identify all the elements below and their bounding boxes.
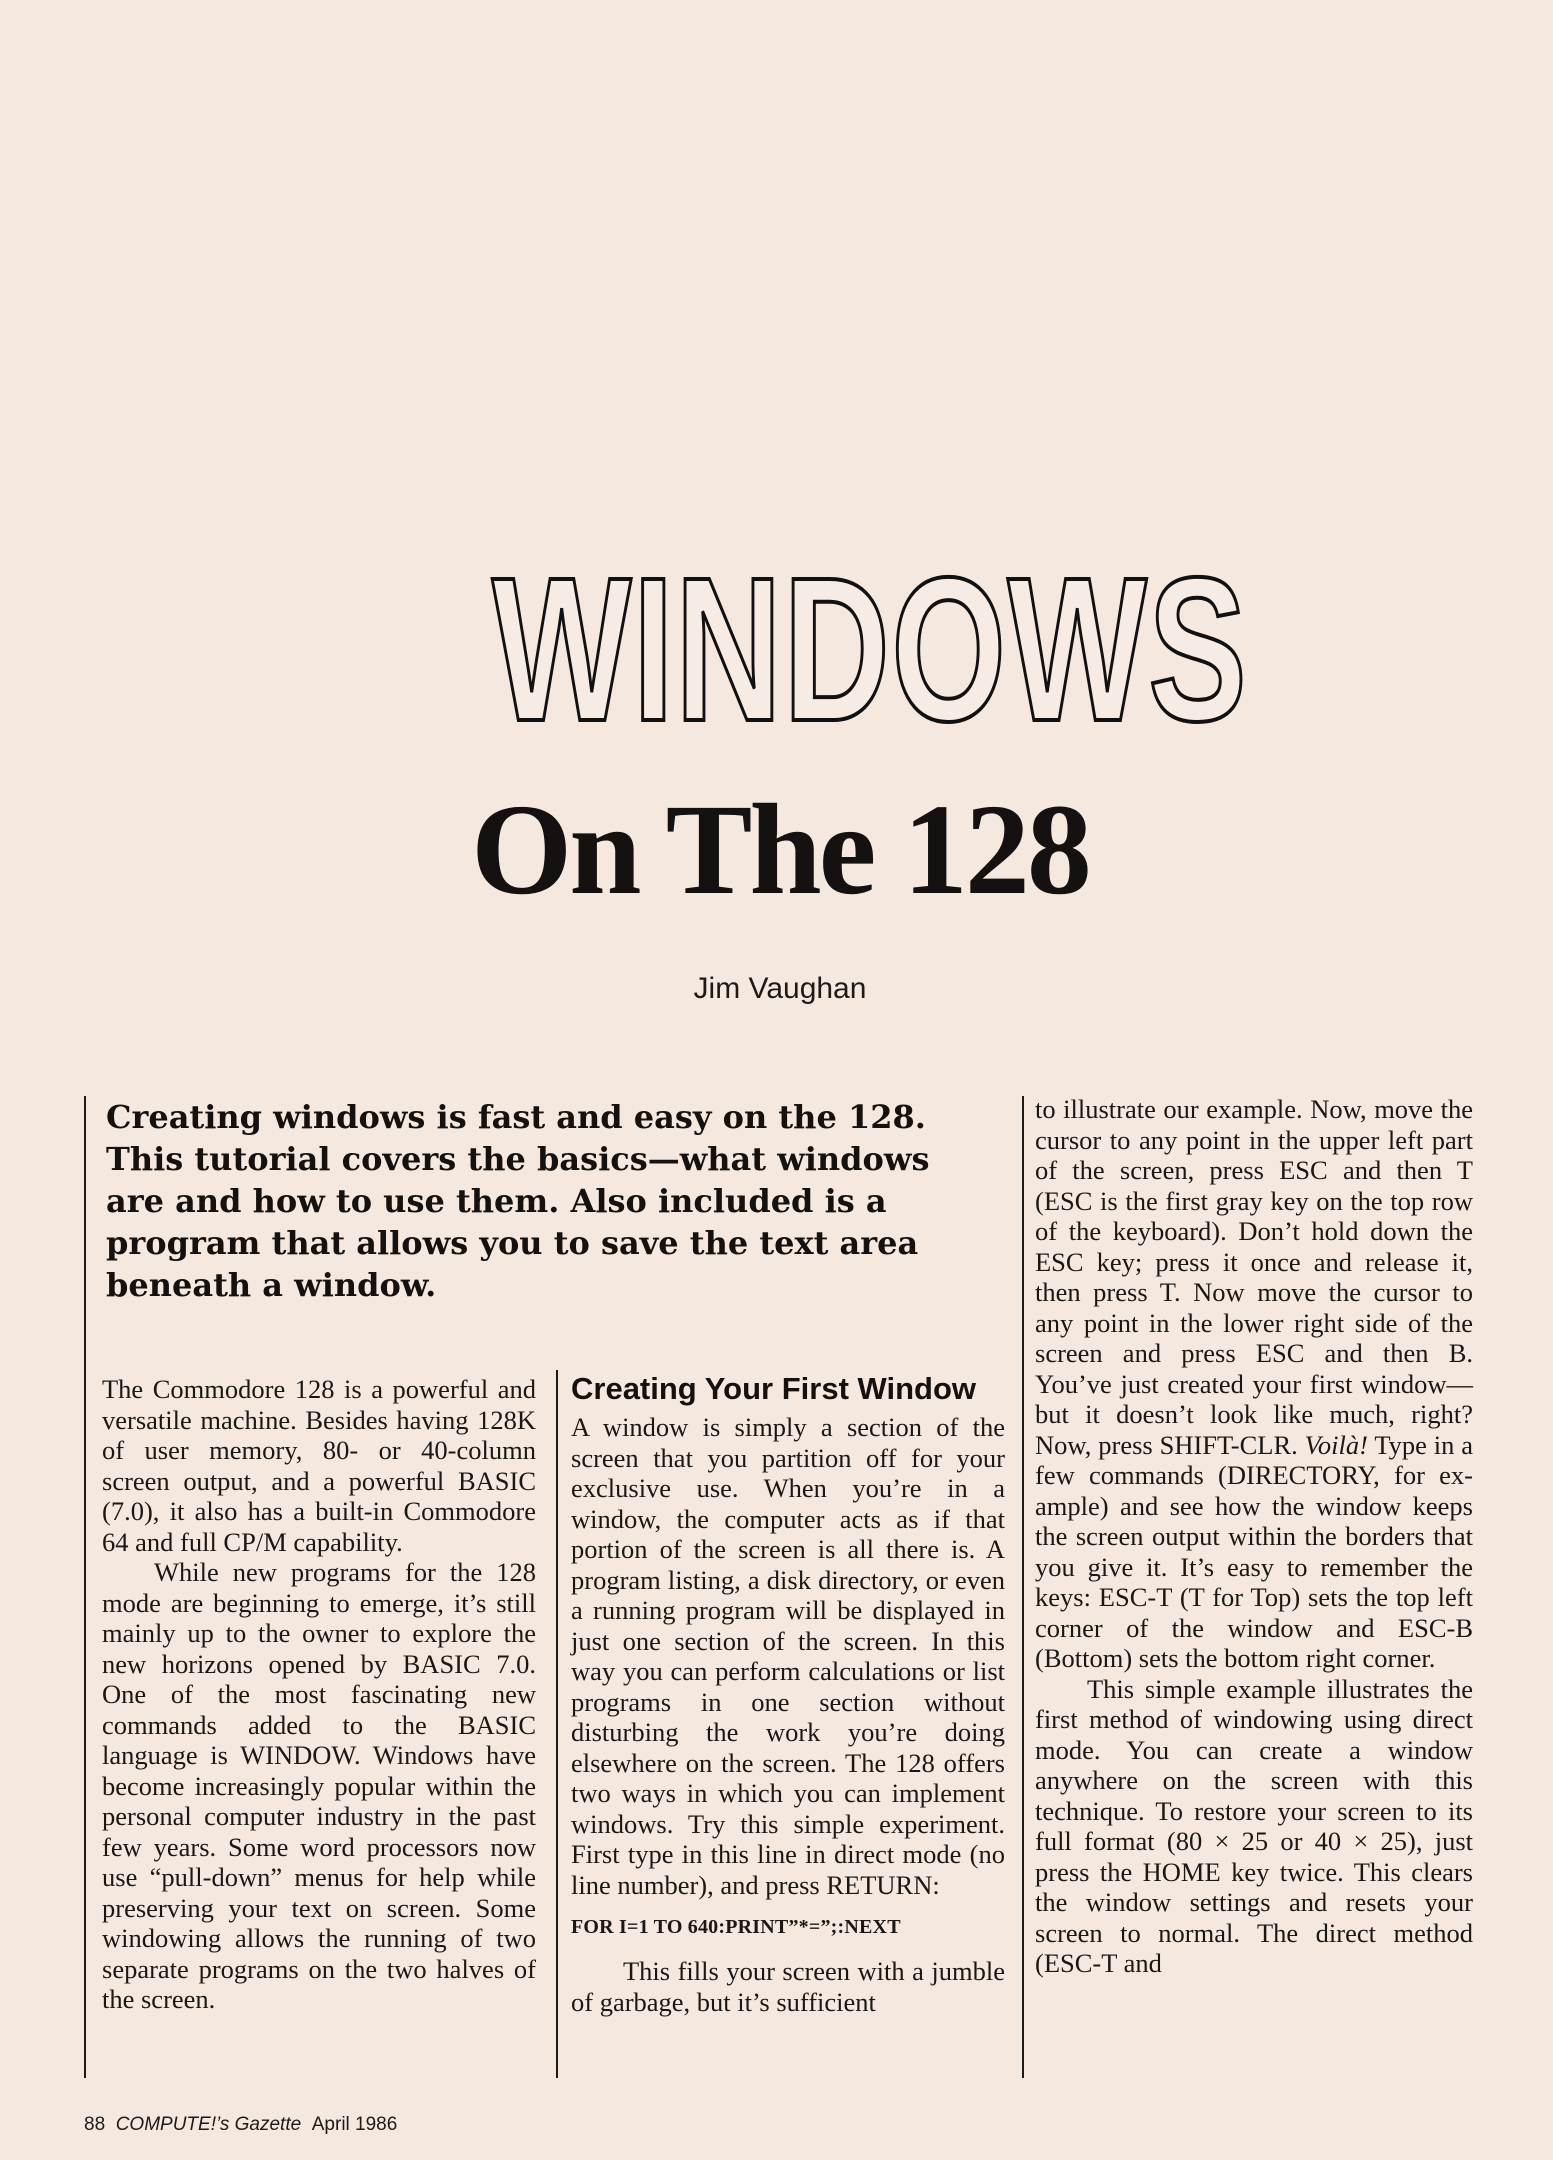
paragraph: The Commodore 128 is a powerful and versatile machine. Besides having 128K of user memory, 80- or 40-column screen output, and a powerful BASIC (7.0), it also has a built-in Commodore 64 and full CP/M capability. xyxy=(102,1374,536,1557)
magazine-name: COMPUTE!’s Gazette xyxy=(115,2114,302,2135)
column-2 xyxy=(571,1370,1005,2017)
article-title: WINDOWS xyxy=(492,535,1249,764)
left-column-rule xyxy=(84,1096,86,2078)
paragraph: A window is simply a section of the screen that you partition off for your exclusive use. When you’re in a window, the computer acts as if that portion of the screen is all there is. A program listing, a disk directory, or even a running program will be displayed in just one section of the screen. In this way you can perform calculations or list programs in one section without disturbing the work you’re doing elsewhere on the screen. The 128 offers two ways in which you can implement windows. Try this simple experiment. First type in this line in direct mode (no line number), and press RETURN: xyxy=(571,1412,1005,1900)
right-column-rule xyxy=(1022,1096,1024,2078)
paragraph: This fills your screen with a jumble of garbage, but it’s sufficient xyxy=(571,1956,1005,2017)
page-footer xyxy=(84,2114,397,2136)
middle-column-rule xyxy=(556,1370,558,2078)
section-heading: Creating Your First Window xyxy=(571,1371,977,1406)
article-subtitle: On The 128 xyxy=(471,778,1089,922)
page-number: 88 xyxy=(84,2114,106,2135)
code-listing: FOR I=1 TO 640:PRINT”*=”;:NEXT xyxy=(571,1916,901,1938)
bleed-through-text xyxy=(300,230,1260,430)
paragraph-text: Type in a few commands (DIRECTORY, for example) and see how the window keeps the screen output within the borders that you give it. It’s easy to remember the keys: ESC-T (T for Top) sets the top left corner of the window and ESC-B (Bottom) sets the bottom right corner. xyxy=(1035,1429,1473,1673)
issue-date: April 1986 xyxy=(311,2114,398,2135)
column-3 xyxy=(1035,1094,1473,1979)
emphasis-text: Voilà! xyxy=(1304,1429,1368,1460)
paragraph-text: to illustrate our example. Now, move the cursor to any point in the upper left part of the screen, press ESC and then T (ESC is the first gray key on the top row of the keyboard). Don’t hold down the ESC key; press it once and release it, then press T. Now move the cursor to any point in the lower right side of the screen and press ESC and then B. You’ve just created your first window—but it doesn’t look like much, right? Now, press SHIFT-CLR. xyxy=(1035,1094,1473,1460)
author-byline: Jim Vaughan xyxy=(693,972,867,1005)
paragraph: While new programs for the 128 mode are beginning to emerge, it’s still mainly up to the owner to explore the new horizons opened by BASIC 7.0. One of the most fascinating new commands added to the BASIC language is WINDOW. Windows have become increasingly popular within the personal computer industry in the past few years. Some word processors now use “pull-down” menus for help while preserving your text on screen. Some windowing allows the running of two separate programs on the two halves of the screen. xyxy=(102,1557,536,2014)
paragraph: This simple example illustrates the first method of windowing using direct mode. You can create a window anywhere on the screen with this technique. To restore your screen to its full format (80 × 25 or 40 × 25), just press the HOME key twice. This clears the window settings and resets your screen to normal. The direct method (ESC-T and xyxy=(1035,1673,1473,1978)
paragraph xyxy=(1035,1094,1473,1674)
column-1 xyxy=(102,1374,536,2015)
article-deck: Creating windows is fast and easy on the 128. This tutorial covers the basics—what windows are and how to use them. Also included is a program that allows you to save the text area beneath a window. xyxy=(106,1098,930,1304)
